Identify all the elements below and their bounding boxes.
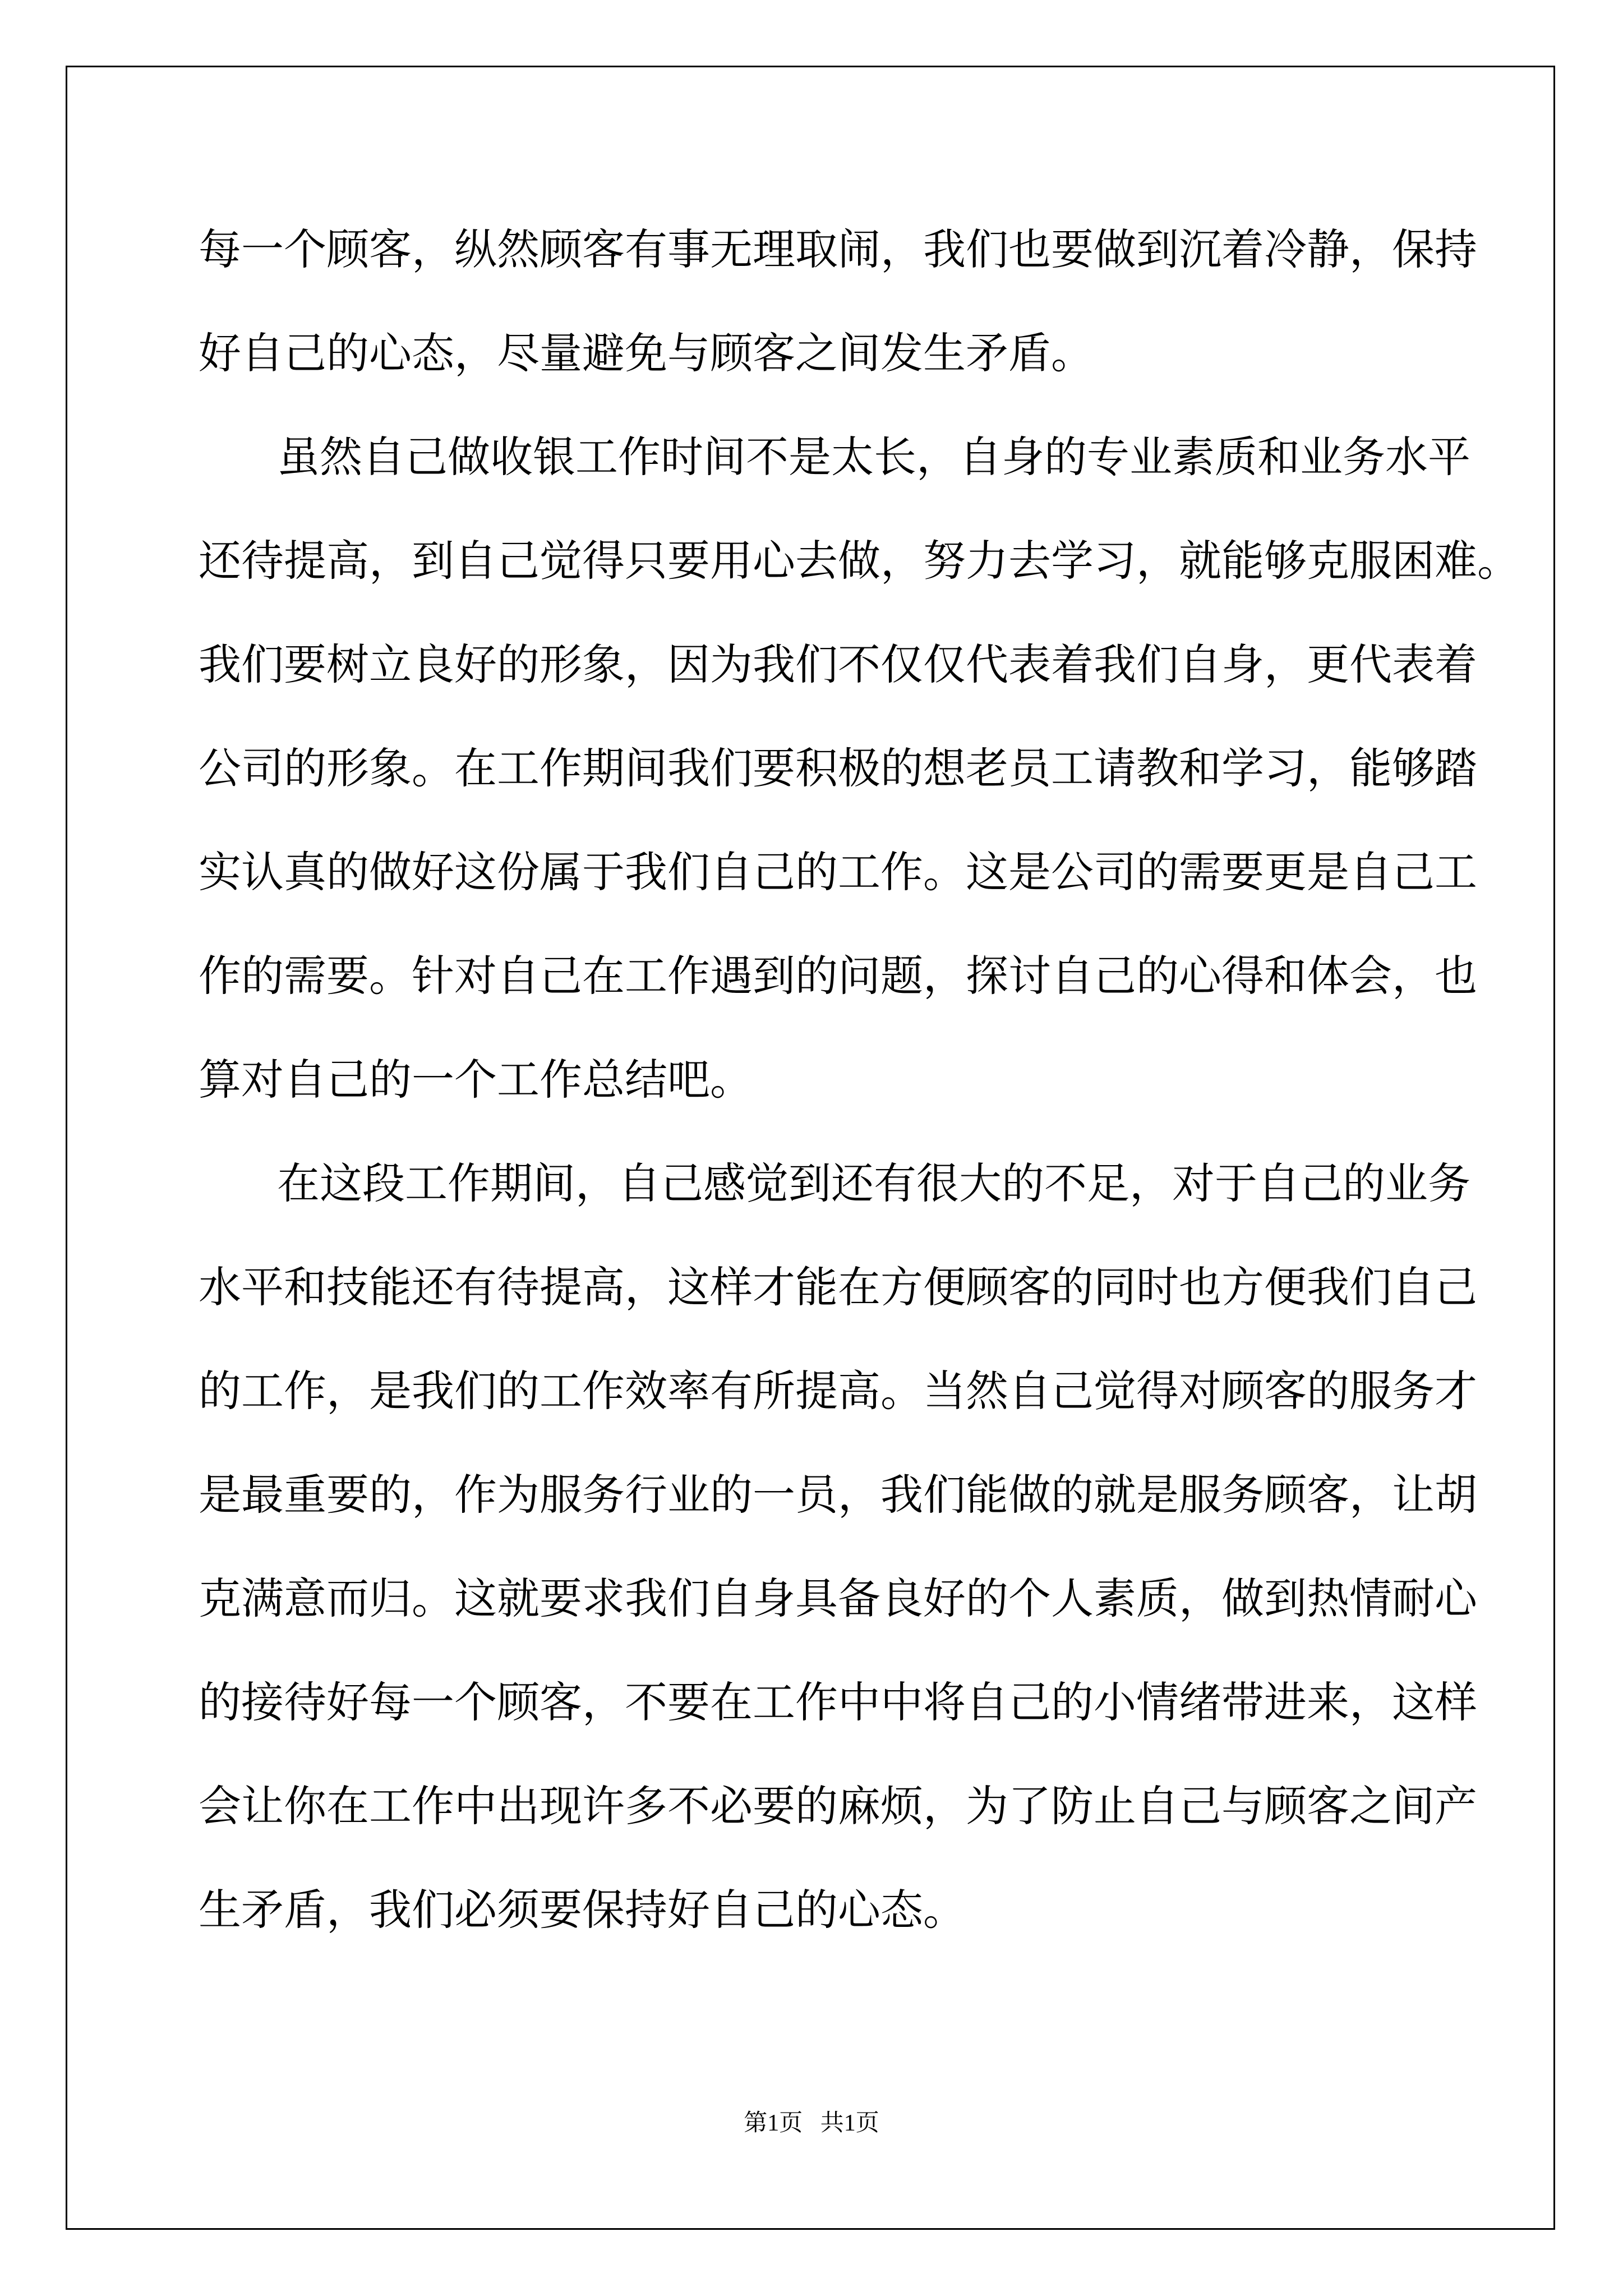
text-line-12: 的工作，是我们的工作效率有所提高。当然自己觉得对顾客的服务才 <box>199 1366 1477 1416</box>
text-line-10: 在这段工作期间，自己感觉到还有很大的不足，对于自己的业务 <box>277 1158 1470 1208</box>
text-line-7: 实认真的做好这份属于我们自己的工作。这是公司的需要更是自己工 <box>199 847 1477 897</box>
text-line-11: 水平和技能还有待提高，这样才能在方便顾客的同时也方便我们自己 <box>199 1262 1477 1312</box>
text-line-13: 是最重要的，作为服务行业的一员，我们能做的就是服务顾客，让胡 <box>199 1470 1477 1520</box>
text-line-4: 还待提高，到自己觉得只要用心去做，努力去学习，就能够克服困难。 <box>199 536 1520 586</box>
text-line-2: 好自己的心态，尽量避免与顾客之间发生矛盾。 <box>199 328 1094 378</box>
text-line-15: 的接待好每一个顾客，不要在工作中中将自己的小情绪带进来，这样 <box>199 1677 1477 1727</box>
text-line-16: 会让你在工作中出现许多不必要的麻烦，为了防止自己与顾客之间产 <box>199 1781 1477 1831</box>
page-number-footer: 第1页 共1页 <box>744 2110 879 2136</box>
text-line-6: 公司的形象。在工作期间我们要积极的想老员工请教和学习，能够踏 <box>199 743 1477 793</box>
text-line-14: 克满意而归。这就要求我们自身具备良好的个人素质，做到热情耐心 <box>199 1573 1477 1623</box>
text-line-8: 作的需要。针对自己在工作遇到的问题，探讨自己的心得和体会，也 <box>199 951 1477 1001</box>
text-line-1: 每一个顾客，纵然顾客有事无理取闹，我们也要做到沉着冷静，保持 <box>199 224 1477 274</box>
text-line-3: 虽然自己做收银工作时间不是太长，自身的专业素质和业务水平 <box>277 432 1470 482</box>
text-line-5: 我们要树立良好的形象，因为我们不仅仅代表着我们自身，更代表着 <box>199 639 1477 689</box>
text-line-9: 算对自己的一个工作总结吧。 <box>199 1055 753 1105</box>
text-line-17: 生矛盾，我们必须要保持好自己的心态。 <box>199 1885 966 1935</box>
